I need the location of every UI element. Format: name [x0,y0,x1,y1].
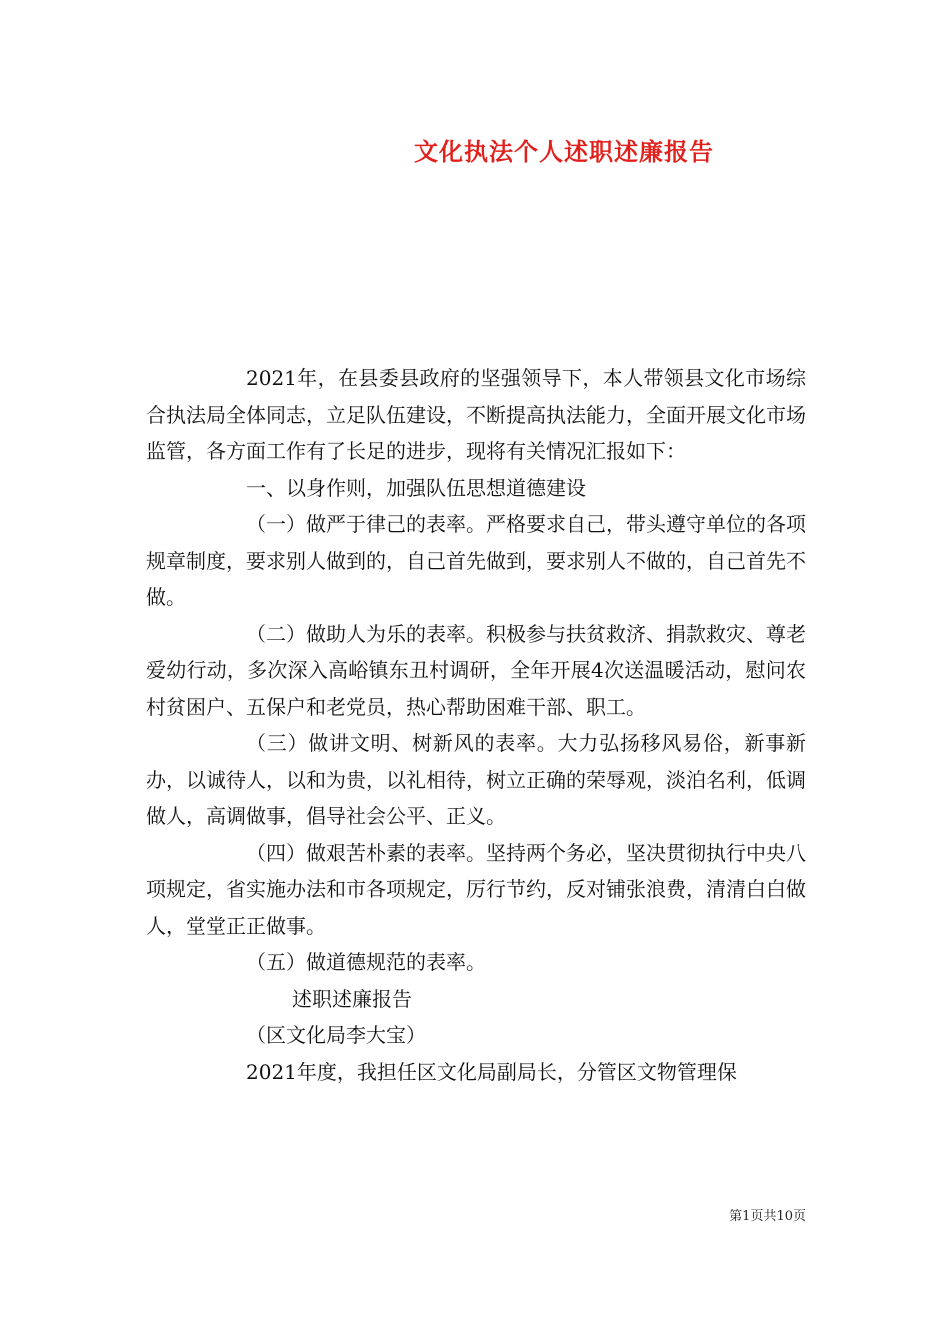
section-heading-1: 一、以身作则，加强队伍思想道德建设 [246,475,586,500]
report-subtitle: 述职述廉报告 [292,986,412,1011]
paragraph-item-2: （二）做助人为乐的表率。积极参与扶贫救济、捐款救灾、尊老爱幼行动，多次深入高峪镇东丑村调研，全年开展4次送温暖活动，慰问农村贫困户、五保户和老党员，热心帮助困难干部、职工。 [146,621,806,719]
report-author: （区文化局李大宝） [246,1023,426,1047]
paragraph-item-1: （一）做严于律己的表率。严格要求自己，带头遵守单位的各项规章制度，要求别人做到的，自己首先做到，要求别人不做的，自己首先不做。 [146,512,806,609]
paragraph-item-4: （四）做艰苦朴素的表率。坚持两个务必，坚决贯彻执行中央八项规定，省实施办法和市各项规定，厉行节约，反对铺张浪费，清清白白做人，堂堂正正做事。 [146,840,806,938]
paragraph-item-5: （五）做道德规范的表率。 [246,950,486,974]
paragraph-item-3: （三）做讲文明、树新风的表率。大力弘扬移风易俗，新事新办，以诚待人，以和为贵，以礼相待，树立正确的荣辱观，淡泊名利，低调做人，高调做事，倡导社会公平、正义。 [146,731,806,828]
paragraph-report-start: 2021年度，我担任区文化局副局长，分管区文物管理保 [246,1059,737,1084]
document-body [146,360,806,1090]
page-title: 文化执法个人述职述廉报告 [414,137,714,166]
page-number: 第1页共10页 [729,1209,806,1224]
paragraph-intro: 2021年，在县委县政府的坚强领导下，本人带领县文化市场综合执法局全体同志，立足队伍建设，不断提高执法能力，全面开展文化市场监管，各方面工作有了长足的进步，现将有关情况汇报如下： [146,366,806,463]
